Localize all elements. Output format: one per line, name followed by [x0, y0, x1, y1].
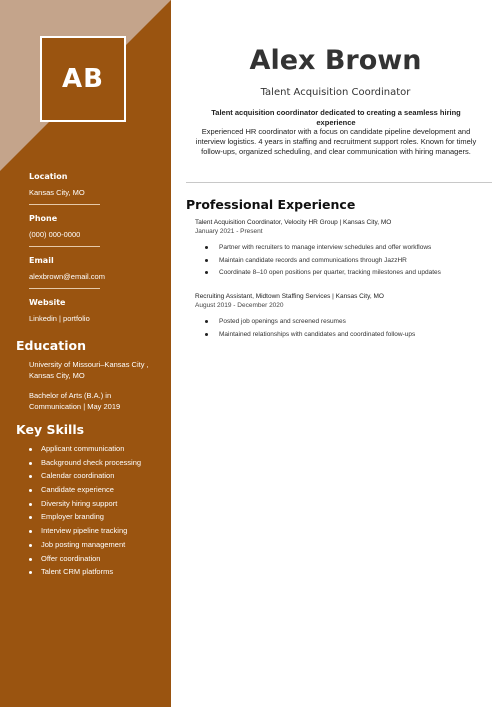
skill-item [29, 444, 154, 454]
bullet-icon [205, 320, 208, 323]
skill-label: Calendar coordination [41, 471, 115, 481]
skills-heading: Key Skills [16, 422, 85, 437]
job-dates: August 2019 - December 2020 [195, 302, 284, 309]
skill-label: Talent CRM platforms [41, 567, 114, 577]
skill-item [29, 540, 154, 550]
job-bullets [195, 243, 485, 277]
job-bullet [205, 317, 485, 326]
monogram-badge [40, 36, 126, 122]
divider [29, 288, 100, 289]
bullet-icon [29, 530, 32, 533]
contact-value[interactable]: alexbrown@email.com [29, 272, 105, 281]
skill-item [29, 485, 154, 495]
bullet-text: Partner with recruiters to manage interview schedules and offer workflows [219, 244, 432, 251]
skill-item [29, 499, 154, 509]
bullet-text: Posted job openings and screened resumes [219, 318, 346, 325]
skill-label: Applicant communication [41, 444, 125, 453]
bullet-icon [205, 246, 208, 249]
bullet-icon [29, 489, 32, 492]
skill-item [29, 458, 154, 468]
skill-label: Offer coordination [41, 553, 101, 563]
contact-label: Location [29, 172, 68, 181]
education-school: University of Missouri–Kansas City , Kansas City, MO [29, 360, 149, 380]
bullet-icon [29, 571, 32, 574]
bullet-icon [29, 462, 32, 465]
skill-label: Interview pipeline tracking [41, 526, 128, 536]
contact-item-email [29, 256, 154, 289]
skill-item [29, 471, 154, 481]
summary-text: Experienced HR coordinator with a focus on candidate pipeline development and interview logistics. 4 years in staffing and recruitment support roles. Known for timely follow-ups, organized scheduling, and clear communication with hiring managers. [195, 127, 477, 156]
job-heading: Talent Acquisition Coordinator, Velocity HR Group | Kansas City, MO [195, 219, 392, 226]
summary-headline: Talent acquisition coordinator dedicated to creating a seamless hiring experience [211, 108, 461, 127]
skill-label: Diversity hiring support [41, 498, 118, 508]
contact-label: Website [29, 298, 66, 307]
job-bullet [205, 268, 485, 277]
job-bullet [205, 330, 485, 339]
candidate-name: Alex Brown [249, 45, 422, 76]
skills-list [16, 444, 154, 577]
contact-label: Email [29, 256, 54, 265]
job-bullet [205, 256, 485, 265]
contact-item-website [29, 298, 154, 324]
sidebar [0, 0, 171, 707]
bullet-icon [29, 475, 32, 478]
main-content [171, 0, 500, 707]
contact-item-location [29, 172, 154, 205]
job-entry [195, 218, 485, 281]
divider [29, 246, 100, 247]
bullet-text: Maintained relationships with candidates and coordinated follow-ups [219, 330, 416, 338]
section-divider [186, 182, 492, 183]
job-bullets [195, 317, 485, 339]
job-heading: Recruiting Assistant, Midtown Staffing Services | Kansas City, MO [195, 293, 384, 300]
contact-label: Phone [29, 214, 58, 223]
skill-item [29, 512, 154, 522]
skill-label: Background check processing [41, 457, 142, 467]
bullet-icon [29, 503, 32, 506]
skill-item [29, 554, 154, 564]
skill-item [29, 567, 154, 577]
education-heading: Education [16, 338, 86, 353]
bullet-icon [29, 558, 32, 561]
skill-label: Candidate experience [41, 485, 114, 495]
contact-section [16, 172, 154, 581]
job-entry [195, 292, 485, 342]
skill-label: Employer branding [41, 512, 104, 522]
contact-value: Kansas City, MO [29, 188, 85, 197]
skill-item [29, 526, 154, 536]
bullet-icon [29, 544, 32, 547]
candidate-title: Talent Acquisition Coordinator [260, 87, 411, 98]
bullet-icon [205, 271, 208, 274]
contact-item-phone [29, 214, 154, 247]
education-section [16, 338, 154, 412]
skills-section [16, 422, 154, 577]
job-bullet [205, 243, 485, 252]
monogram-text: AB [62, 64, 104, 94]
bullet-icon [29, 448, 32, 451]
job-dates: January 2021 - Present [195, 228, 263, 235]
education-degree: Bachelor of Arts (B.A.) in Communication | May 2019 [29, 391, 121, 411]
contact-value: (000) 000-0000 [29, 230, 81, 239]
skill-label: Job posting management [41, 539, 126, 549]
bullet-icon [29, 516, 32, 519]
bullet-icon [205, 259, 208, 262]
bullet-text: Maintain candidate records and communications through JazzHR [219, 256, 407, 264]
divider [29, 204, 100, 205]
bullet-text: Coordinate 8–10 open positions per quarter, tracking milestones and updates [219, 269, 441, 276]
bullet-icon [205, 333, 208, 336]
experience-heading: Professional Experience [186, 197, 356, 212]
website-links[interactable]: Linkedin | portfolio [29, 314, 90, 323]
